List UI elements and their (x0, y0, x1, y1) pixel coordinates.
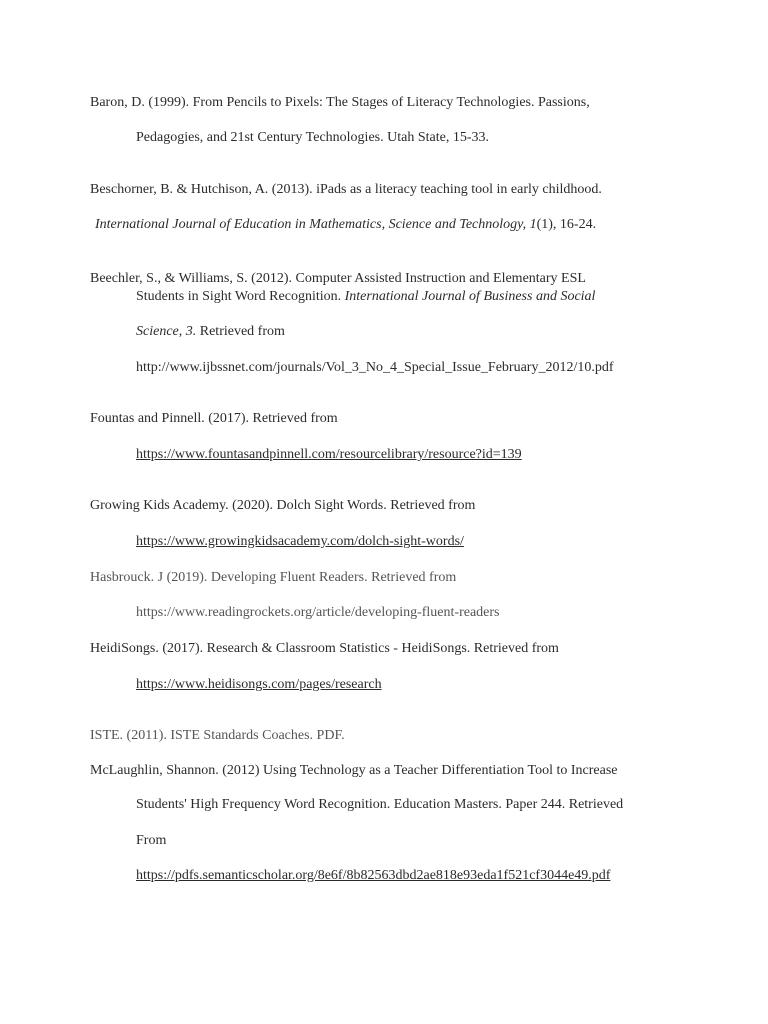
ref-beechler-title-end: Students in Sight Word Recognition. (136, 289, 345, 304)
ref-growingkids-line1: Growing Kids Academy. (2020). Dolch Sight Words. Retrieved from (90, 498, 476, 513)
ref-mclaughlin-line3: From (136, 833, 167, 848)
ref-beechler-journal-end: Science, 3. (136, 324, 197, 339)
ref-mclaughlin-link[interactable]: https://pdfs.semanticscholar.org/8e6f/8b82563dbd2ae818e93eda1f521cf3044e49.pdf (136, 868, 611, 883)
ref-beechler-line1: Beechler, S., & Williams, S. (2012). Computer Assisted Instruction and Elementary ESL (90, 271, 586, 286)
ref-mclaughlin-line1: McLaughlin, Shannon. (2012) Using Technology as a Teacher Differentiation Tool to Increase (90, 763, 618, 778)
ref-hasbrouck-line1: Hasbrouck. J (2019). Developing Fluent Readers. Retrieved from (90, 570, 457, 585)
ref-beechler-journal: International Journal of Business and Social (344, 289, 596, 304)
ref-beechler-retrieved: Retrieved from (196, 324, 285, 339)
ref-beschorner-line1: Beschorner, B. & Hutchison, A. (2013). iPads as a literacy teaching tool in early childhood. (90, 182, 602, 197)
ref-beschorner-journal: International Journal of Education in Mathematics, Science and Technology, 1 (95, 217, 537, 232)
ref-hasbrouck-url: https://www.readingrockets.org/article/developing-fluent-readers (136, 605, 500, 620)
ref-fountas-line1: Fountas and Pinnell. (2017). Retrieved from (90, 411, 338, 426)
ref-baron-line1: Baron, D. (1999). From Pencils to Pixels: The Stages of Literacy Technologies. Passions, (90, 95, 590, 110)
ref-iste-line1: ISTE. (2011). ISTE Standards Coaches. PDF. (90, 728, 345, 743)
ref-beechler-line2 (136, 288, 595, 306)
ref-fountas-link[interactable]: https://www.fountasandpinnell.com/resourcelibrary/resource?id=139 (136, 447, 522, 462)
ref-growingkids-link[interactable]: https://www.growingkidsacademy.com/dolch-sight-words/ (136, 534, 464, 549)
ref-heidisongs-link[interactable]: https://www.heidisongs.com/pages/research (136, 677, 382, 692)
ref-beechler-line3 (136, 323, 285, 341)
ref-mclaughlin-line2: Students' High Frequency Word Recognition. Education Masters. Paper 244. Retrieved (136, 797, 624, 812)
ref-beschorner-issue: (1), 16-24. (536, 217, 597, 232)
ref-heidisongs-line1: HeidiSongs. (2017). Research & Classroom Statistics - HeidiSongs. Retrieved from (90, 641, 559, 656)
ref-baron-line2: Pedagogies, and 21st Century Technologies. Utah State, 15-33. (136, 130, 489, 145)
ref-beschorner-line2 (95, 216, 596, 234)
ref-beechler-url: http://www.ijbssnet.com/journals/Vol_3_No_4_Special_Issue_February_2012/10.pdf (136, 360, 614, 375)
